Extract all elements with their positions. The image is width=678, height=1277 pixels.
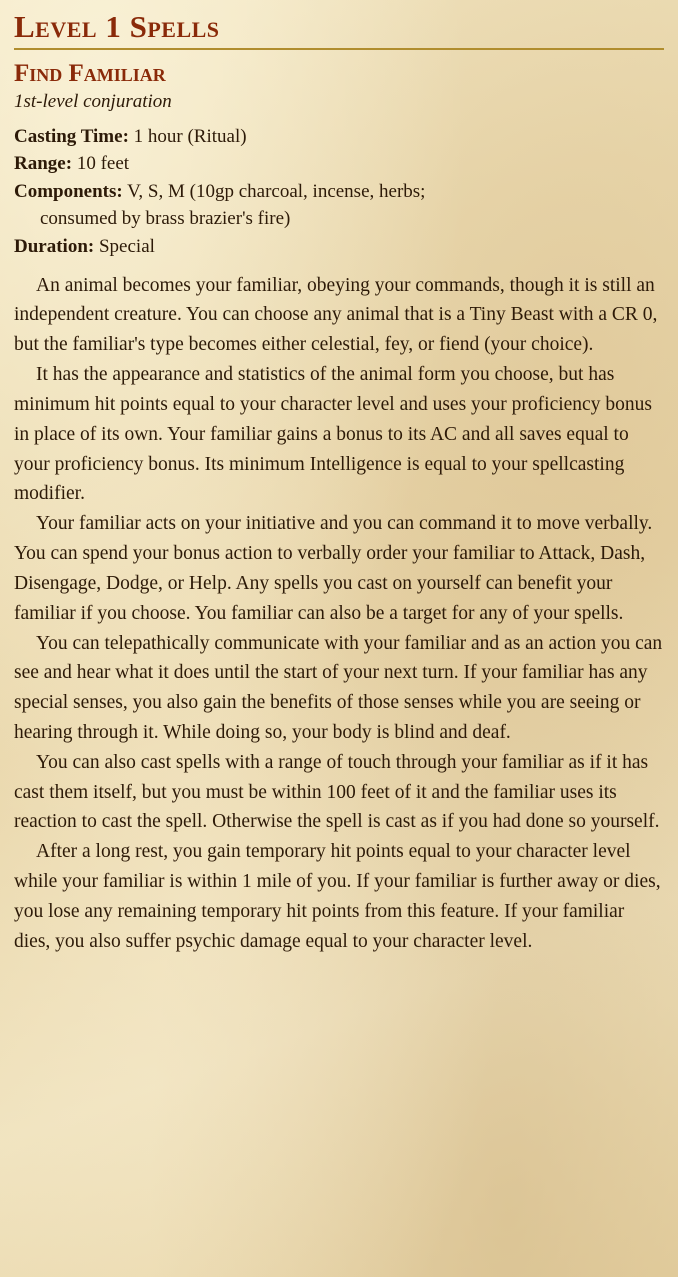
stat-value: Special <box>94 236 155 258</box>
description-paragraph: You can telepathically communicate with your familiar and as an action you can see and hear what it does until the start of your next turn. If your familiar has any special senses, you also gain the benefits of those senses while you are seeing or hearing through it. While doing so, your body is blind and deaf. <box>14 632 663 743</box>
stat-value: 10 feet <box>72 153 130 175</box>
stat-value-continuation: consumed by brass brazier's fire) <box>40 208 291 230</box>
description-paragraph: You can also cast spells with a range of touch through your familiar as if it has cast them itself, but you must be within 100 feet of it and the familiar uses its reaction to cast the spell. Otherwise the spell is cast as if you had done so yourself. <box>14 751 660 833</box>
stat-range <box>14 150 664 178</box>
stat-casting-time <box>14 123 664 151</box>
description-paragraph: Your familiar acts on your initiative and you can command it to move verbally. You can spend your bonus action to verbally order your familiar to Attack, Dash, Disengage, Dodge, or Help. Any spells you cast on yourself can benefit your familiar if you choose. You familiar can also be a target for any of your spells. <box>14 513 653 624</box>
stat-label: Components: <box>14 180 123 202</box>
spell-name: Find Familiar <box>14 60 166 88</box>
description-paragraph: It has the appearance and statistics of the animal form you choose, but has minimum hit points equal to your character level and uses your proficiency bonus in place of its own. Your familiar gains a bonus to its AC and all saves equal to your proficiency bonus. Its minimum Intelligence is equal to your spellcasting modifier. <box>14 364 652 505</box>
stat-components <box>14 178 664 233</box>
stat-value: 1 hour (Ritual) <box>128 125 247 147</box>
stat-label: Range: <box>14 153 73 175</box>
stat-duration <box>14 233 664 261</box>
spell-stat-block <box>14 123 664 261</box>
spell-level-school: 1st-level conjuration <box>14 90 172 112</box>
spell-description <box>14 271 664 957</box>
description-paragraph: After a long rest, you gain temporary hit points equal to your character level while your familiar is within 1 mile of you. If your familiar is further away or dies, you lose any remaining temporary hit points from this feature. If your familiar dies, you also suffer psychic damage equal to your character level. <box>14 841 661 952</box>
stat-value: V, S, M (10gp charcoal, incense, herbs; <box>122 180 426 202</box>
stat-label: Duration: <box>14 236 95 258</box>
stat-label: Casting Time: <box>14 125 129 147</box>
description-paragraph: An animal becomes your familiar, obeying your commands, though it is still an independent creature. You can choose any animal that is a Tiny Beast with a CR 0, but the familiar's type becomes either celestial, fey, or fiend (your choice). <box>14 274 658 356</box>
page-title: Level 1 Spells <box>14 9 220 44</box>
title-divider <box>14 48 664 50</box>
